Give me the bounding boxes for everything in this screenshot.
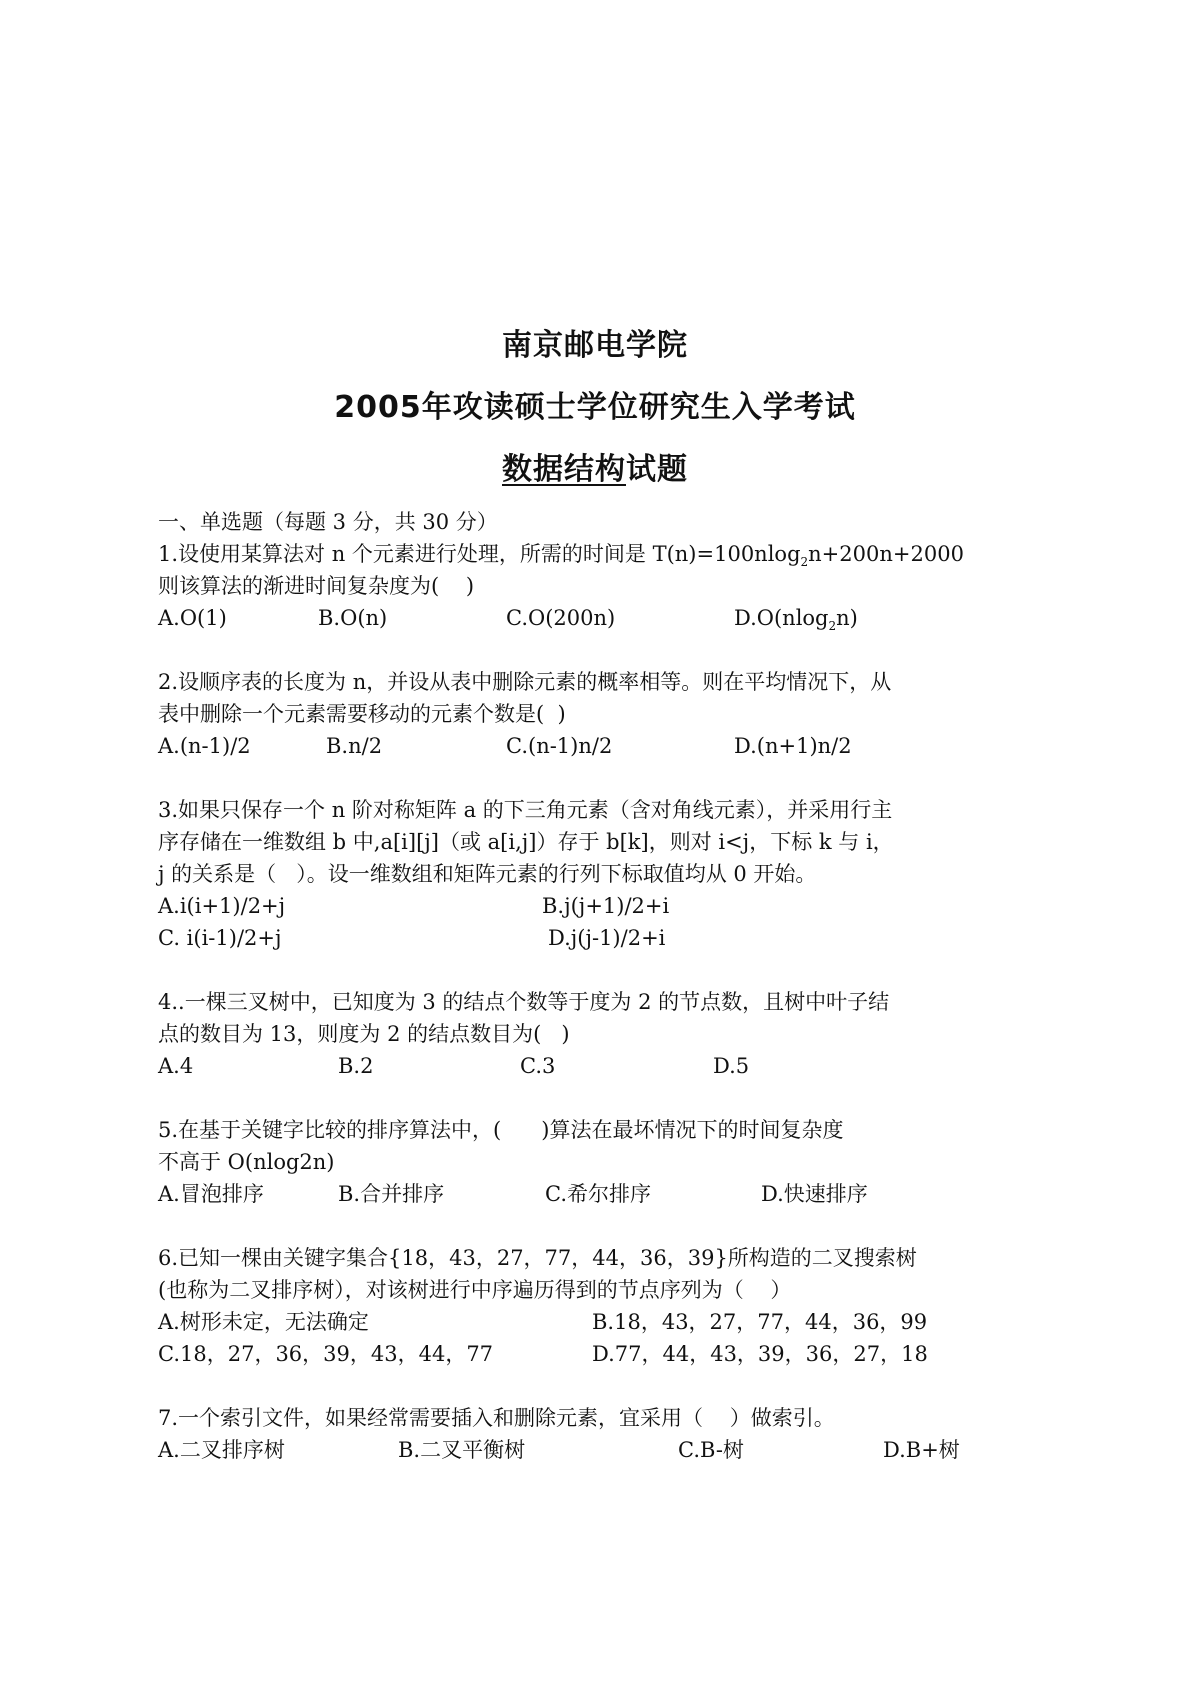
question-1-line-1 [158,538,1018,570]
question-5-line-2: 不高于 O(nlog2n) [158,1150,335,1174]
question-1-text-b: n+200n+2000 [808,542,964,566]
question-7-option-c: C.B-树 [678,1438,744,1462]
question-1-option-c: C.O(200n) [506,606,616,630]
question-3 [158,794,1018,954]
subject-title [0,454,1190,486]
question-2-options [158,730,1018,762]
question-5-options [158,1178,1018,1210]
question-1-option-d-text-b: n) [836,606,858,630]
question-7-options [158,1434,1018,1466]
question-2-option-c: C.(n-1)n/2 [506,734,613,758]
question-3-option-b: B.j(j+1)/2+i [542,894,670,918]
question-6-options-row-1 [158,1306,1018,1338]
question-2-option-b: B.n/2 [326,734,383,758]
question-5-option-c: C.希尔排序 [545,1182,651,1206]
exam-title: 2005年攻读硕士学位研究生入学考试 [334,390,856,425]
question-1-text-a: 1.设使用某算法对 n 个元素进行处理，所需的时间是 T(n)=100nlog [158,542,801,566]
question-6-line-1: 6.已知一棵由关键字集合{18，43，27，77，44，36，39}所构造的二叉搜索树 [158,1246,917,1270]
question-5-option-b: B.合并排序 [338,1182,445,1206]
question-4 [158,986,1018,1082]
question-1 [158,538,1018,634]
question-2-line-1: 2.设顺序表的长度为 n，并设从表中删除元素的概率相等。则在平均情况下，从 [158,670,892,694]
question-7-option-d: D.B+树 [883,1438,960,1462]
question-5-option-a: A.冒泡排序 [158,1182,264,1206]
exam-body [158,506,1018,1466]
question-4-option-c: C.3 [520,1054,556,1078]
school-name: 南京邮电学院 [502,328,688,363]
question-6-option-a: A.树形未定，无法确定 [158,1310,369,1334]
question-3-line-3: j 的关系是（ ）。设一维数组和矩阵元素的行列下标取值均从 0 开始。 [158,862,817,886]
question-5-line-1: 5.在基于关键字比较的排序算法中，( )算法在最坏情况下的时间复杂度 [158,1118,844,1142]
question-6 [158,1242,1018,1370]
question-6-option-d: D.77，44，43，39，36，27，18 [592,1342,928,1366]
question-7-option-a: A.二叉排序树 [158,1438,285,1462]
question-2-option-a: A.(n-1)/2 [158,734,251,758]
question-6-option-c: C.18，27，36，39，43，44，77 [158,1342,494,1366]
question-4-line-2: 点的数目为 13，则度为 2 的结点数目为( ) [158,1022,570,1046]
question-4-option-a: A.4 [158,1054,194,1078]
title-block [0,330,1190,486]
subject-title-rest: 试题 [626,452,688,487]
question-2-option-d: D.(n+1)n/2 [734,734,852,758]
question-3-options-row-2 [158,922,1018,954]
question-4-option-b: B.2 [338,1054,374,1078]
question-1-options [158,602,1018,634]
question-4-option-d: D.5 [713,1054,750,1078]
question-1-option-d-text-a: D.O(nlog [734,606,829,630]
question-6-option-b: B.18，43，27，77，44，36，99 [592,1310,928,1334]
question-5 [158,1114,1018,1210]
question-3-option-d: D.j(j-1)/2+i [548,926,666,950]
question-6-line-2: (也称为二叉排序树），对该树进行中序遍历得到的节点序列为（ ） [158,1278,792,1302]
question-3-option-c: C. i(i-1)/2+j [158,926,282,950]
question-1-option-b: B.O(n) [318,606,388,630]
question-4-line-1: 4..一棵三叉树中，已知度为 3 的结点个数等于度为 2 的节点数，且树中叶子结 [158,990,890,1014]
question-7 [158,1402,1018,1466]
question-3-options-row-1 [158,890,1018,922]
question-5-option-d: D.快速排序 [761,1182,868,1206]
question-1-option-d [734,602,858,634]
question-1-option-a: A.O(1) [158,606,227,630]
question-2-line-2: 表中删除一个元素需要移动的元素个数是( ) [158,702,566,726]
question-7-line-1: 7.一个索引文件，如果经常需要插入和删除元素，宜采用（ ）做索引。 [158,1406,835,1430]
section-heading: 一、单选题（每题 3 分，共 30 分） [158,510,498,534]
question-1-subscript: 2 [800,555,809,570]
question-3-line-1: 3.如果只保存一个 n 阶对称矩阵 a 的下三角元素（含对角线元素），并采用行主 [158,798,893,822]
question-1-option-d-subscript: 2 [828,619,837,634]
question-7-option-b: B.二叉平衡树 [398,1438,526,1462]
question-1-line-2: 则该算法的渐进时间复杂度为( ) [158,574,475,598]
question-2 [158,666,1018,762]
question-6-options-row-2 [158,1338,1018,1370]
subject-title-underlined: 数据结构 [502,452,626,487]
question-3-option-a: A.i(i+1)/2+j [158,894,286,918]
question-3-line-2: 序存储在一维数组 b 中,a[i][j]（或 a[i,j]）存于 b[k]，则对 i<j，下标 k 与 i， [158,830,894,854]
question-4-options [158,1050,1018,1082]
